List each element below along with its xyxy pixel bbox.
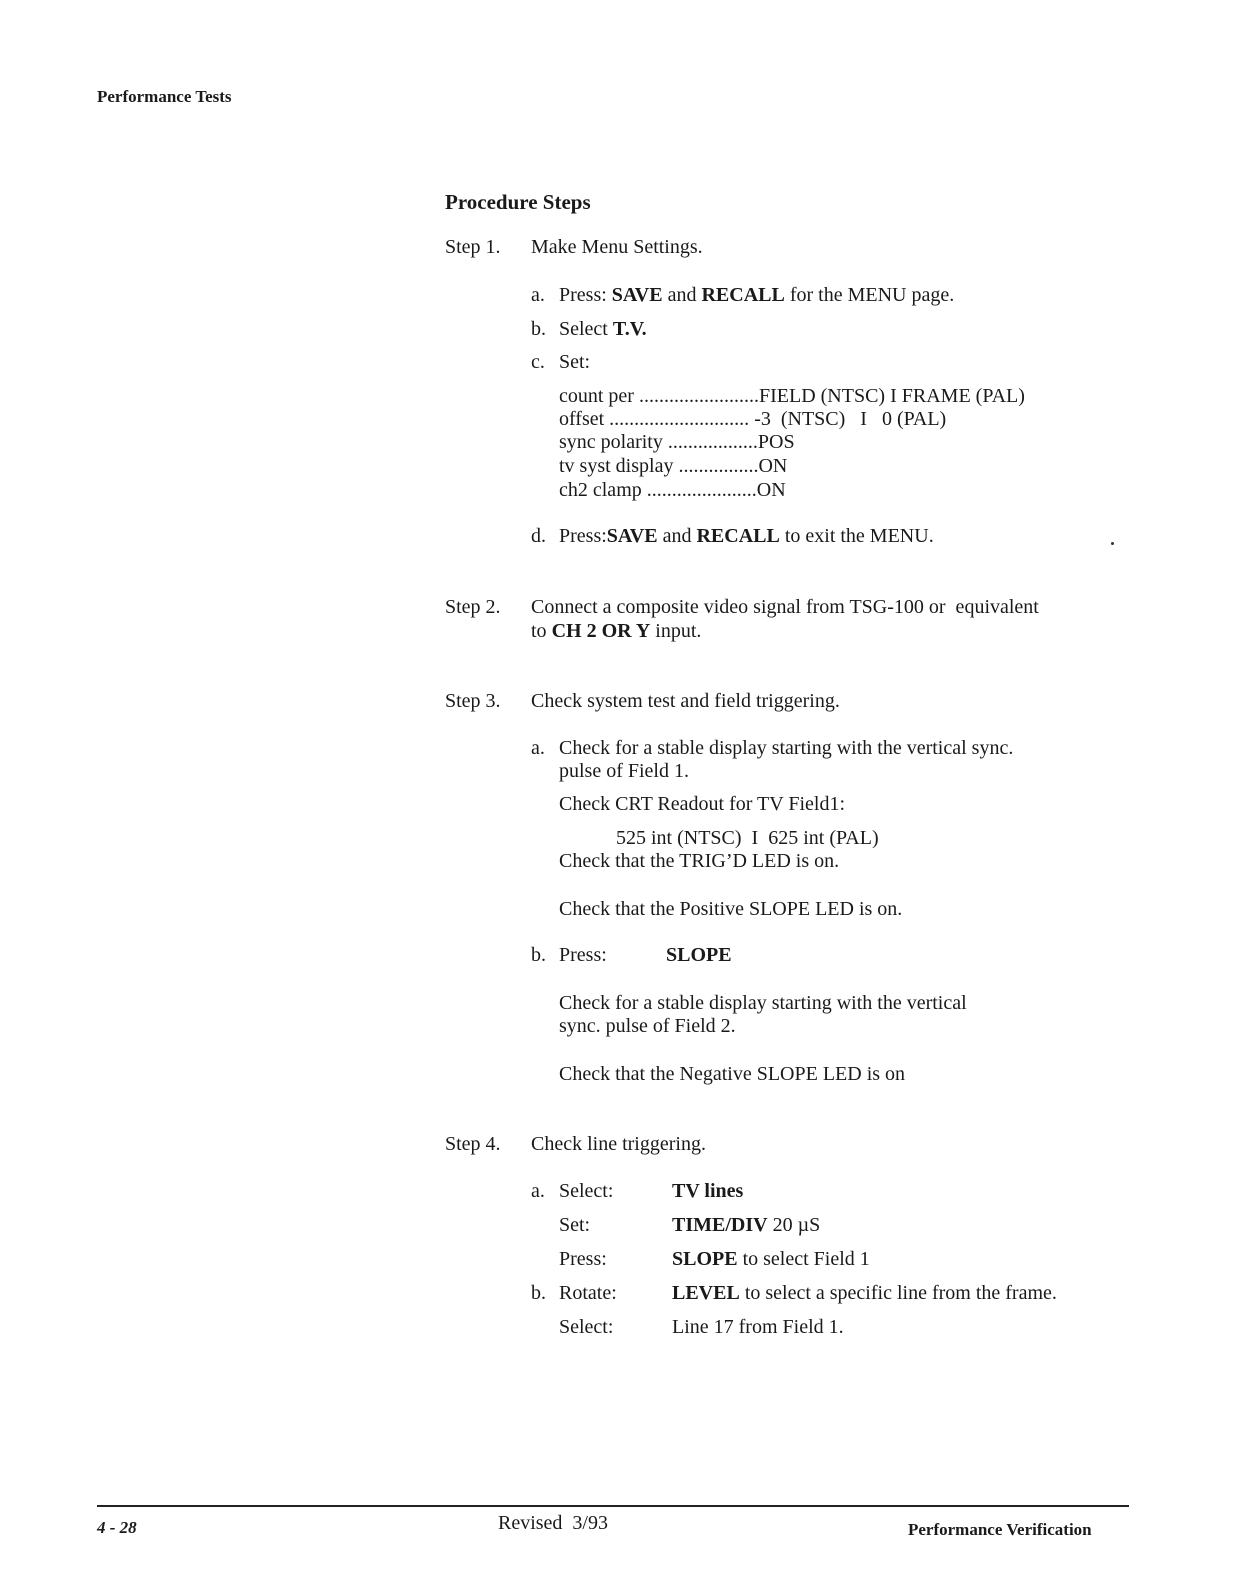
recall-key: RECALL: [701, 284, 785, 306]
negative-slope-check: Check that the Negative SLOPE LED is on: [559, 1063, 906, 1085]
setting-row: [559, 385, 1025, 408]
step-4-row: [531, 1282, 1057, 1305]
item-letter: b.: [531, 1282, 546, 1304]
setting-row: [559, 408, 946, 431]
item-a-and: and: [662, 284, 702, 306]
item-b-pre: Select: [559, 318, 613, 340]
save-key: SAVE: [606, 525, 658, 547]
readout-instruction: Check CRT Readout for TV Field1:: [559, 793, 846, 815]
setting-key: offset ............................: [559, 408, 750, 430]
row-label: Set:: [559, 1214, 591, 1236]
step-2-label: Step 2.: [445, 596, 501, 618]
setting-value: ON: [756, 479, 786, 501]
step-3-item-a: [531, 737, 1013, 760]
tv-key: T.V.: [612, 318, 647, 340]
row-label: Rotate:: [559, 1282, 617, 1304]
item-letter: b.: [531, 318, 546, 340]
slope-key: SLOPE: [666, 944, 732, 966]
item-letter: a.: [531, 737, 545, 759]
step-1-item-c: [531, 351, 590, 374]
row-label: Select:: [559, 1180, 614, 1202]
step-3-text: Check system test and field triggering.: [531, 690, 840, 712]
item-letter: a.: [531, 284, 545, 306]
setting-key: sync polarity ..................: [559, 431, 758, 453]
step-4-text: Check line triggering.: [531, 1133, 706, 1155]
input-name: CH 2 OR Y: [551, 620, 651, 642]
item-a-line-2: pulse of Field 1.: [559, 760, 689, 782]
setting-row: [559, 479, 786, 502]
positive-slope-check: Check that the Positive SLOPE LED is on.: [559, 898, 903, 920]
row-rest: Line 17 from Field 1.: [672, 1316, 844, 1338]
item-a-post: for the MENU page.: [784, 284, 955, 306]
row-key: TIME/DIV: [672, 1214, 768, 1236]
footer-section-title: Performance Verification: [908, 1520, 1092, 1539]
setting-key: tv syst display ................: [559, 455, 759, 477]
save-key: SAVE: [611, 284, 663, 306]
item-letter: b.: [531, 944, 546, 966]
step-3-label: Step 3.: [445, 690, 501, 712]
row-label: Select:: [559, 1316, 614, 1338]
revision-date: Revised 3/93: [498, 1512, 608, 1534]
step-2-pre: to: [531, 620, 552, 642]
step-1-label: Step 1.: [445, 236, 501, 258]
step-1-text: Make Menu Settings.: [531, 236, 703, 258]
setting-value: ON: [758, 455, 788, 477]
step-3-item-b: [531, 944, 732, 967]
step-2-line-2: [531, 620, 701, 643]
row-key: TV lines: [672, 1180, 744, 1202]
item-letter: a.: [531, 1180, 545, 1202]
row-key: SLOPE: [672, 1248, 738, 1270]
row-rest: 20 µS: [767, 1214, 821, 1236]
step-1-item-d: [531, 525, 934, 548]
step-2-post: input.: [650, 620, 702, 642]
readout-value: 525 int (NTSC) I 625 int (PAL): [616, 827, 879, 849]
row-key: LEVEL: [672, 1282, 740, 1304]
section-title: Procedure Steps: [445, 190, 591, 214]
row-label: Press:: [559, 1248, 607, 1270]
item-b-line-1: Check for a stable display starting with the vertical: [559, 992, 967, 1014]
step-2-line-1: Connect a composite video signal from TSG-100 or equivalent: [531, 596, 1039, 618]
press-label: Press:: [559, 944, 607, 966]
item-letter: d.: [531, 525, 546, 547]
footer-rule: [97, 1505, 1129, 1507]
step-4-row: [531, 1214, 820, 1237]
trigd-check: Check that the TRIG’D LED is on.: [559, 850, 840, 872]
scan-speck: [1111, 542, 1114, 545]
setting-key: ch2 clamp ......................: [559, 479, 757, 501]
recall-key: RECALL: [696, 525, 780, 547]
item-b-line-2: sync. pulse of Field 2.: [559, 1015, 736, 1037]
item-a-pre: Press:: [559, 284, 612, 306]
step-1-item-b: [531, 318, 647, 341]
setting-value: FIELD (NTSC) I FRAME (PAL): [758, 385, 1025, 407]
step-4-row: [531, 1248, 870, 1271]
step-4-row: [531, 1316, 844, 1339]
item-c-text: Set:: [559, 351, 591, 373]
item-a-line-1: Check for a stable display starting with the vertical sync.: [559, 737, 1014, 759]
setting-value: POS: [757, 431, 795, 453]
item-d-pre: Press:: [559, 525, 607, 547]
step-1-item-a: [531, 284, 954, 307]
page-number: 4 - 28: [97, 1518, 137, 1537]
item-letter: c.: [531, 351, 545, 373]
row-rest: to select Field 1: [737, 1248, 870, 1270]
row-rest: to select a specific line from the frame.: [739, 1282, 1057, 1304]
item-d-and: and: [657, 525, 697, 547]
setting-key: count per ........................: [559, 385, 759, 407]
setting-row: [559, 431, 795, 454]
step-4-row: [531, 1180, 743, 1203]
setting-row: [559, 455, 787, 478]
step-4-label: Step 4.: [445, 1133, 501, 1155]
setting-value: -3 (NTSC) I 0 (PAL): [749, 408, 947, 430]
running-header: Performance Tests: [97, 87, 232, 106]
item-d-post: to exit the MENU.: [779, 525, 934, 547]
